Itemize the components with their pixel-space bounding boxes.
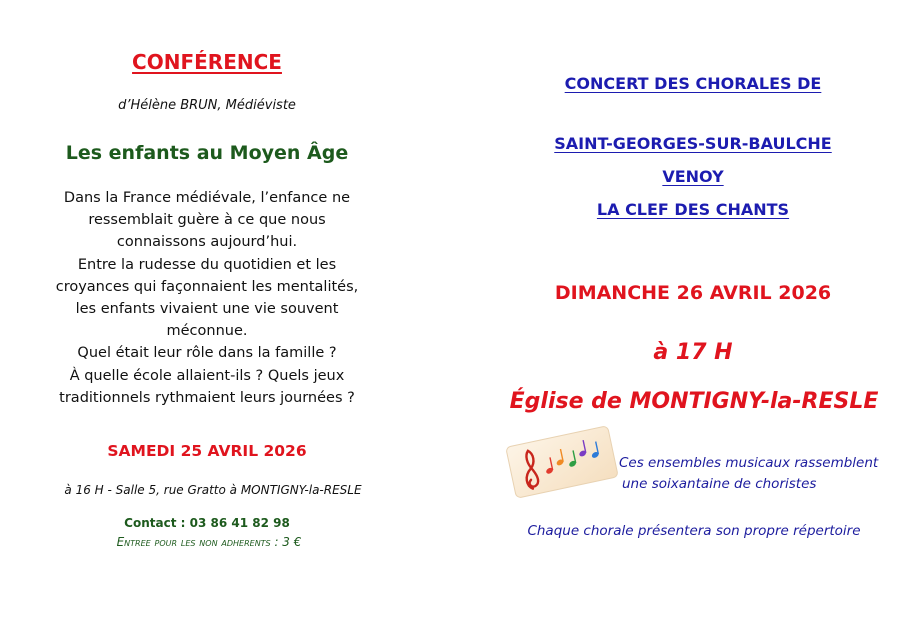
description-line: Quel était leur rôle dans la famille ? [77, 345, 337, 362]
description-line: croyances qui façonnaient les mentalités, [55, 278, 359, 295]
choir-name: VENOY [662, 167, 724, 186]
concert-note-line: Ces ensembles musicaux rassemblent [619, 455, 879, 471]
description-line: Entre la rudesse du quotidien et les [77, 256, 337, 273]
description-line: connaissons aujourd’hui. [116, 234, 298, 251]
conference-speaker: d’Hélène BRUN, Médiéviste [118, 98, 296, 113]
conference-title: CONFÉRENCE [132, 50, 282, 74]
description-line: ressemblait guère à ce que nous [88, 212, 326, 229]
description-line: les enfants vivaient une vie souvent [75, 301, 339, 318]
concert-title: CONCERT DES CHORALES DE [564, 74, 822, 93]
conference-description [37, 187, 377, 409]
conference-subject: Les enfants au Moyen Âge [65, 142, 349, 164]
conference-date: SAMEDI 25 AVRIL 2026 [107, 442, 307, 460]
conference-contact: Contact : 03 86 41 82 98 [124, 516, 290, 530]
description-line: méconnue. [166, 323, 248, 340]
description-line: À quelle école allaient-ils ? Quels jeux [69, 367, 345, 384]
concert-time: à 17 H [653, 340, 733, 365]
concert-date: DIMANCHE 26 AVRIL 2026 [554, 282, 832, 304]
concert-note-line: une soixantaine de choristes [622, 476, 817, 492]
choir-name: SAINT-GEORGES-SUR-BAULCHE [554, 134, 832, 153]
concert-place: Église de MONTIGNY-la-RESLE [509, 389, 879, 414]
music-staff-icon [506, 426, 618, 498]
conference-entry-fee: Entree pour les non adherents : 3 € [116, 535, 302, 549]
description-line: Dans la France médiévale, l’enfance ne [63, 190, 351, 206]
description-line: traditionnels rythmaient leurs journées ? [59, 389, 355, 406]
concert-repertoire: Chaque chorale présentera son propre répertoire [527, 523, 861, 539]
choir-name: LA CLEF DES CHANTS [596, 200, 790, 219]
conference-venue: à 16 H - Salle 5, rue Gratto à MONTIGNY-la-RESLE [64, 483, 362, 497]
